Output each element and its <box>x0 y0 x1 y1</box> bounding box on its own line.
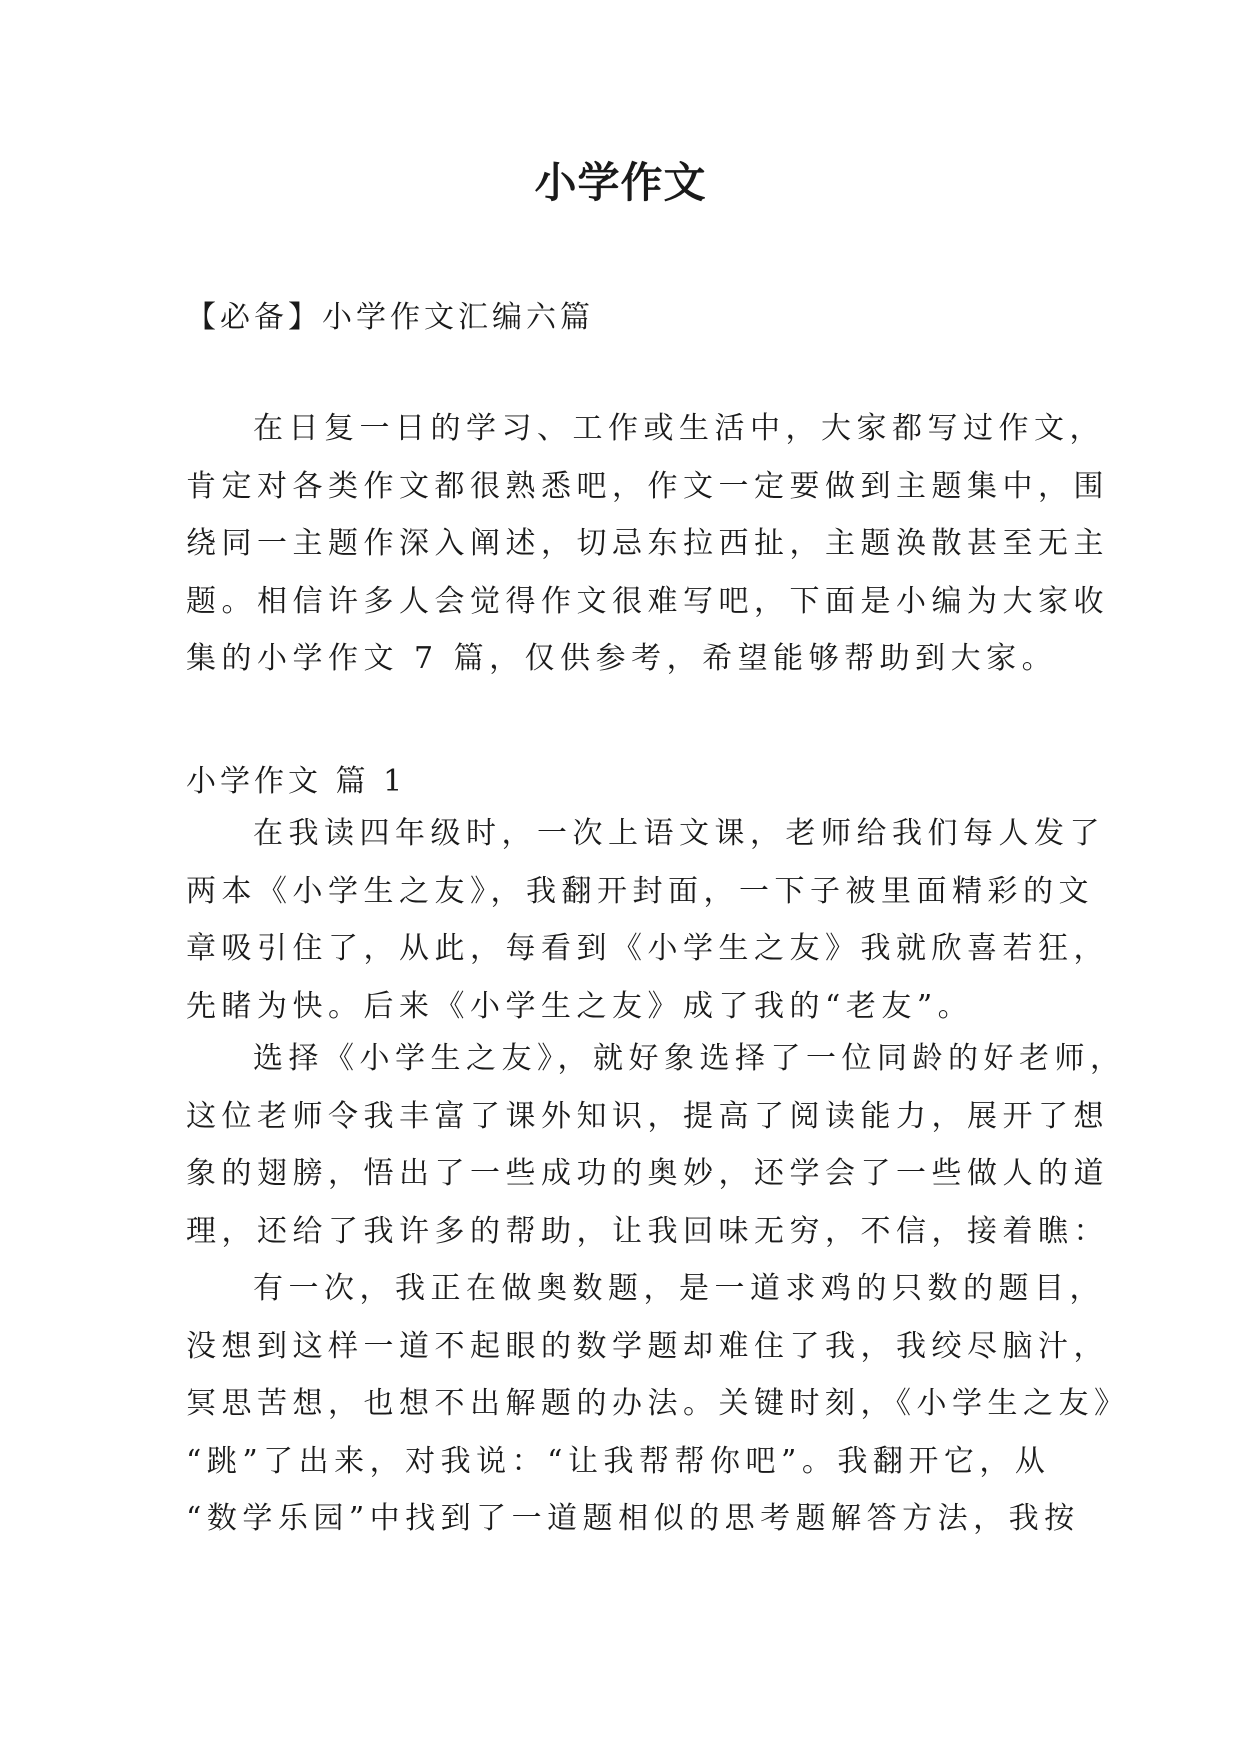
paragraph-line: “跳”了出来，对我说：“让我帮帮你吧”。我翻开它，从 <box>186 1443 1051 1479</box>
paragraph-line: 没想到这样一道不起眼的数学题却难住了我，我绞尽脑汁， <box>186 1328 1109 1364</box>
paragraph-line: 肯定对各类作文都很熟悉吧，作文一定要做到主题集中，围 <box>186 468 1109 504</box>
paragraph-line: 题。相信许多人会觉得作文很难写吧，下面是小编为大家收 <box>186 583 1109 619</box>
paragraph-line: 象的翅膀，悟出了一些成功的奥妙，还学会了一些做人的道 <box>186 1156 1109 1191</box>
document-title: 小学作文 <box>534 158 707 207</box>
paragraph-line: 在我读四年级时，一次上语文课，老师给我们每人发了 <box>253 816 1105 851</box>
section-heading: 小学作文 篇 1 <box>186 764 407 799</box>
paragraph-line: 这位老师令我丰富了课外知识，提高了阅读能力，展开了想 <box>186 1098 1109 1134</box>
paragraph-line: 两本《小学生之友》，我翻开封面，一下子被里面精彩的文 <box>186 873 1094 909</box>
paragraph-line: 冥思苦想，也想不出解题的办法。关键时刻，《小学生之友》 <box>186 1386 1130 1421</box>
paragraph-line: 理，还给了我许多的帮助，让我回味无穷，不信，接着瞧： <box>186 1213 1109 1249</box>
paragraph-line: 章吸引住了，从此，每看到《小学生之友》我就欣喜若狂， <box>186 931 1109 966</box>
paragraph-line: 有一次，我正在做奥数题，是一道求鸡的只数的题目， <box>253 1271 1105 1306</box>
paragraph-line: 选择《小学生之友》，就好象选择了一位同龄的好老师， <box>253 1041 1126 1076</box>
paragraph-line: 先睹为快。后来《小学生之友》成了我的“老友”。 <box>186 988 974 1024</box>
essay-paragraph-1 <box>186 805 1109 1035</box>
document-subtitle: 【必备】小学作文汇编六篇 <box>186 300 594 335</box>
essay-paragraph-3 <box>186 1260 1130 1548</box>
intro-paragraph <box>186 400 1109 688</box>
paragraph-line: 在日复一日的学习、工作或生活中，大家都写过作文， <box>253 411 1105 446</box>
paragraph-line: 集的小学作文 7 篇，仅供参考，希望能够帮助到大家。 <box>186 641 1058 676</box>
essay-paragraph-2 <box>186 1030 1126 1260</box>
paragraph-line: 绕同一主题作深入阐述，切忌东拉西扯，主题涣散甚至无主 <box>186 526 1109 561</box>
paragraph-line: “数学乐园”中找到了一道题相似的思考题解答方法，我按 <box>186 1501 1080 1536</box>
